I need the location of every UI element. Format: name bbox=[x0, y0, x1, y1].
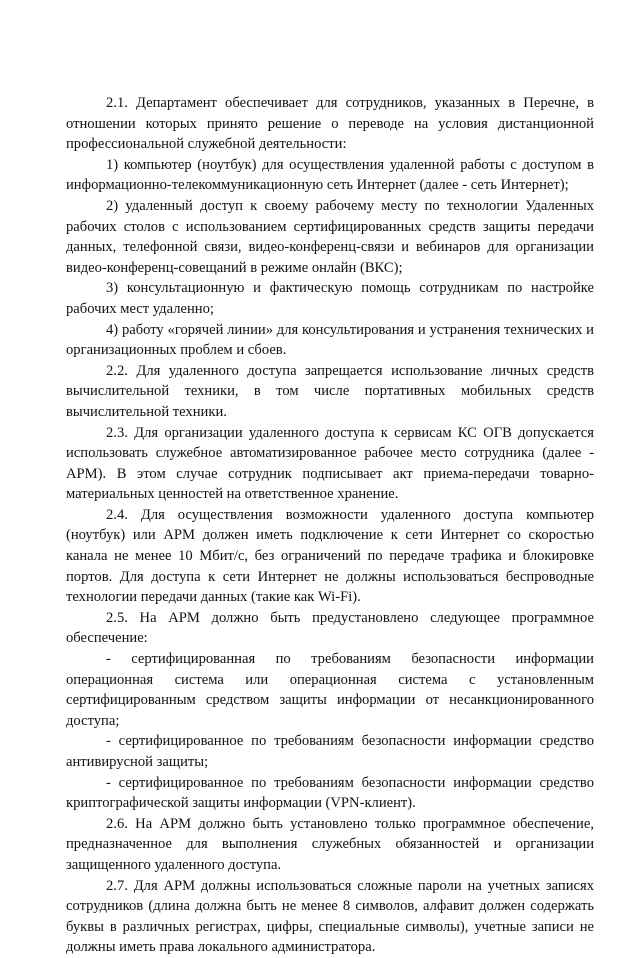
list-item-1: 1) компьютер (ноутбук) для осуществления удаленной работы с доступом в информационно-телекоммуникационную сеть Интернет (далее - сеть Интернет); bbox=[66, 156, 594, 194]
software-item-vpn: - сертифицированное по требованиям безопасности информации средство криптографической защиты информации (VPN-клиент). bbox=[66, 774, 594, 812]
software-item-antivirus: - сертифицированное по требованиям безопасности информации средство антивирусной защиты; bbox=[66, 733, 594, 770]
list-item-4: 4) работу «горячей линии» для консультирования и устранения технических и организационных проблем и сбоев. bbox=[66, 321, 594, 359]
paragraph-2-5: 2.5. На АРМ должно быть предустановлено следующее программное обеспечение: bbox=[66, 609, 594, 647]
paragraph-2-6: 2.6. На АРМ должно быть установлено только программное обеспечение, предназначенное для выполнения служебных обязанностей и организации защищенного удаленного доступа. bbox=[66, 815, 594, 873]
paragraph-2-4: 2.4. Для осуществления возможности удаленного доступа компьютер (ноутбук) или АРМ должен иметь подключение к сети Интернет со скоростью канала не менее 10 Мбит/с, без ограничений по передаче трафика и блокировке портов. Для доступа к сети Интернет не должны использоваться беспроводные технологии передачи данных (такие как Wi-Fi). bbox=[66, 506, 594, 606]
list-item-2: 2) удаленный доступ к своему рабочему месту по технологии Удаленных рабочих столов с использованием сертифицированных средств защиты передачи данных, телефонной связи, видео-конференц-связи и вебинаров для организации видео-конференц-совещаний в режиме онлайн (ВКС); bbox=[66, 197, 594, 276]
document-body bbox=[66, 93, 594, 958]
paragraph-2-1: 2.1. Департамент обеспечивает для сотрудников, указанных в Перечне, в отношении которых принято решение о переводе на условия дистанционной профессиональной служебной деятельности: bbox=[66, 95, 594, 153]
list-item-3: 3) консультационную и фактическую помощь сотрудникам по настройке рабочих мест удаленно; bbox=[66, 280, 594, 317]
paragraph-2-2: 2.2. Для удаленного доступа запрещается использование личных средств вычислительной техники, в том числе портативных мобильных средств вычислительной техники. bbox=[66, 362, 594, 420]
paragraph-2-7: 2.7. Для АРМ должны использоваться сложные пароли на учетных записях сотрудников (длина должна быть не менее 8 символов, алфавит должен содержать буквы в различных регистрах, цифры, специальные символы), учетные записи не должны иметь права локального администратора. bbox=[66, 877, 594, 956]
software-item-os: - сертифицированная по требованиям безопасности информации операционная система или операционная система с установленным сертифицированным средством защиты информации от несанкционированного доступа; bbox=[66, 651, 594, 729]
paragraph-2-3: 2.3. Для организации удаленного доступа к сервисам КС ОГВ допускается использовать служебное автоматизированное рабочее место сотрудника (далее - АРМ). В этом случае сотрудник подписывает акт приема-передачи товарно-материальных ценностей на ответственное хранение. bbox=[66, 424, 594, 503]
